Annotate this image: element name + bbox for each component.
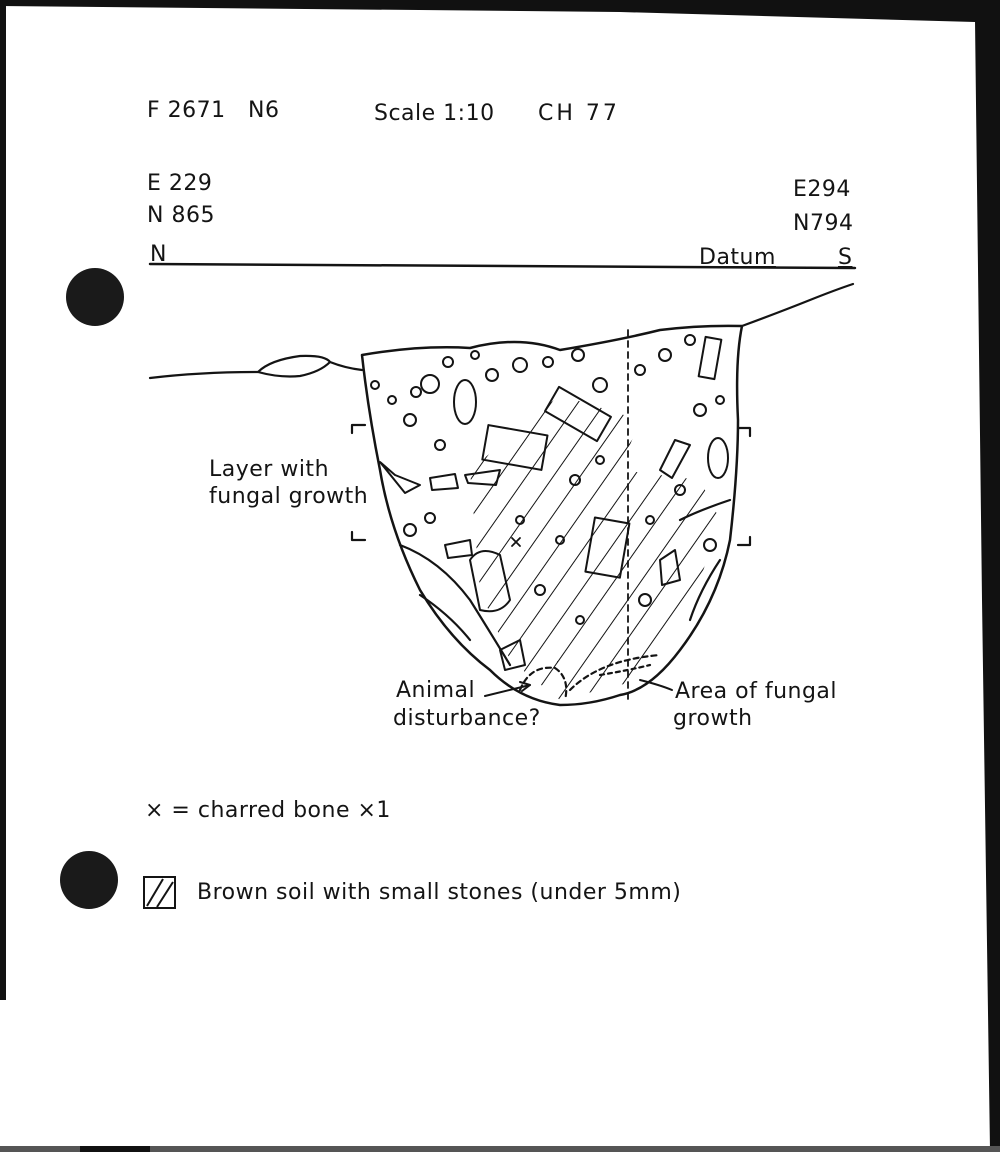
- fungal-area-line2: growth: [673, 706, 753, 731]
- datum-label: Datum: [699, 245, 776, 270]
- layer-label-line2: fungal growth: [209, 484, 369, 509]
- left-northing: N 865: [147, 203, 215, 228]
- right-northing: N794: [793, 211, 854, 236]
- feature-number: F 2671: [147, 98, 226, 123]
- animal-disturbance-line1: Animal: [396, 678, 476, 703]
- animal-disturbance-line2: disturbance?: [393, 706, 541, 731]
- right-easting: E294: [793, 177, 851, 202]
- hatch-legend-swatch: [143, 876, 176, 909]
- ground-surface-right: [742, 284, 853, 326]
- layer-label-line1: Layer with: [209, 457, 330, 482]
- scale-label: Scale 1:10: [374, 101, 495, 126]
- legend-hatch-label: Brown soil with small stones (under 5mm): [197, 880, 682, 905]
- site-code: CH 77: [538, 101, 620, 126]
- legend-charred-bone: × = charred bone ×1: [145, 798, 391, 823]
- fungal-area-line1: Area of fungal: [675, 679, 838, 704]
- left-easting: E 229: [147, 171, 213, 196]
- section-number: N6: [248, 98, 280, 123]
- north-orientation: N: [150, 242, 167, 267]
- south-orientation: S: [838, 245, 853, 270]
- datum-line: [150, 264, 855, 268]
- ground-surface-left: [150, 356, 362, 378]
